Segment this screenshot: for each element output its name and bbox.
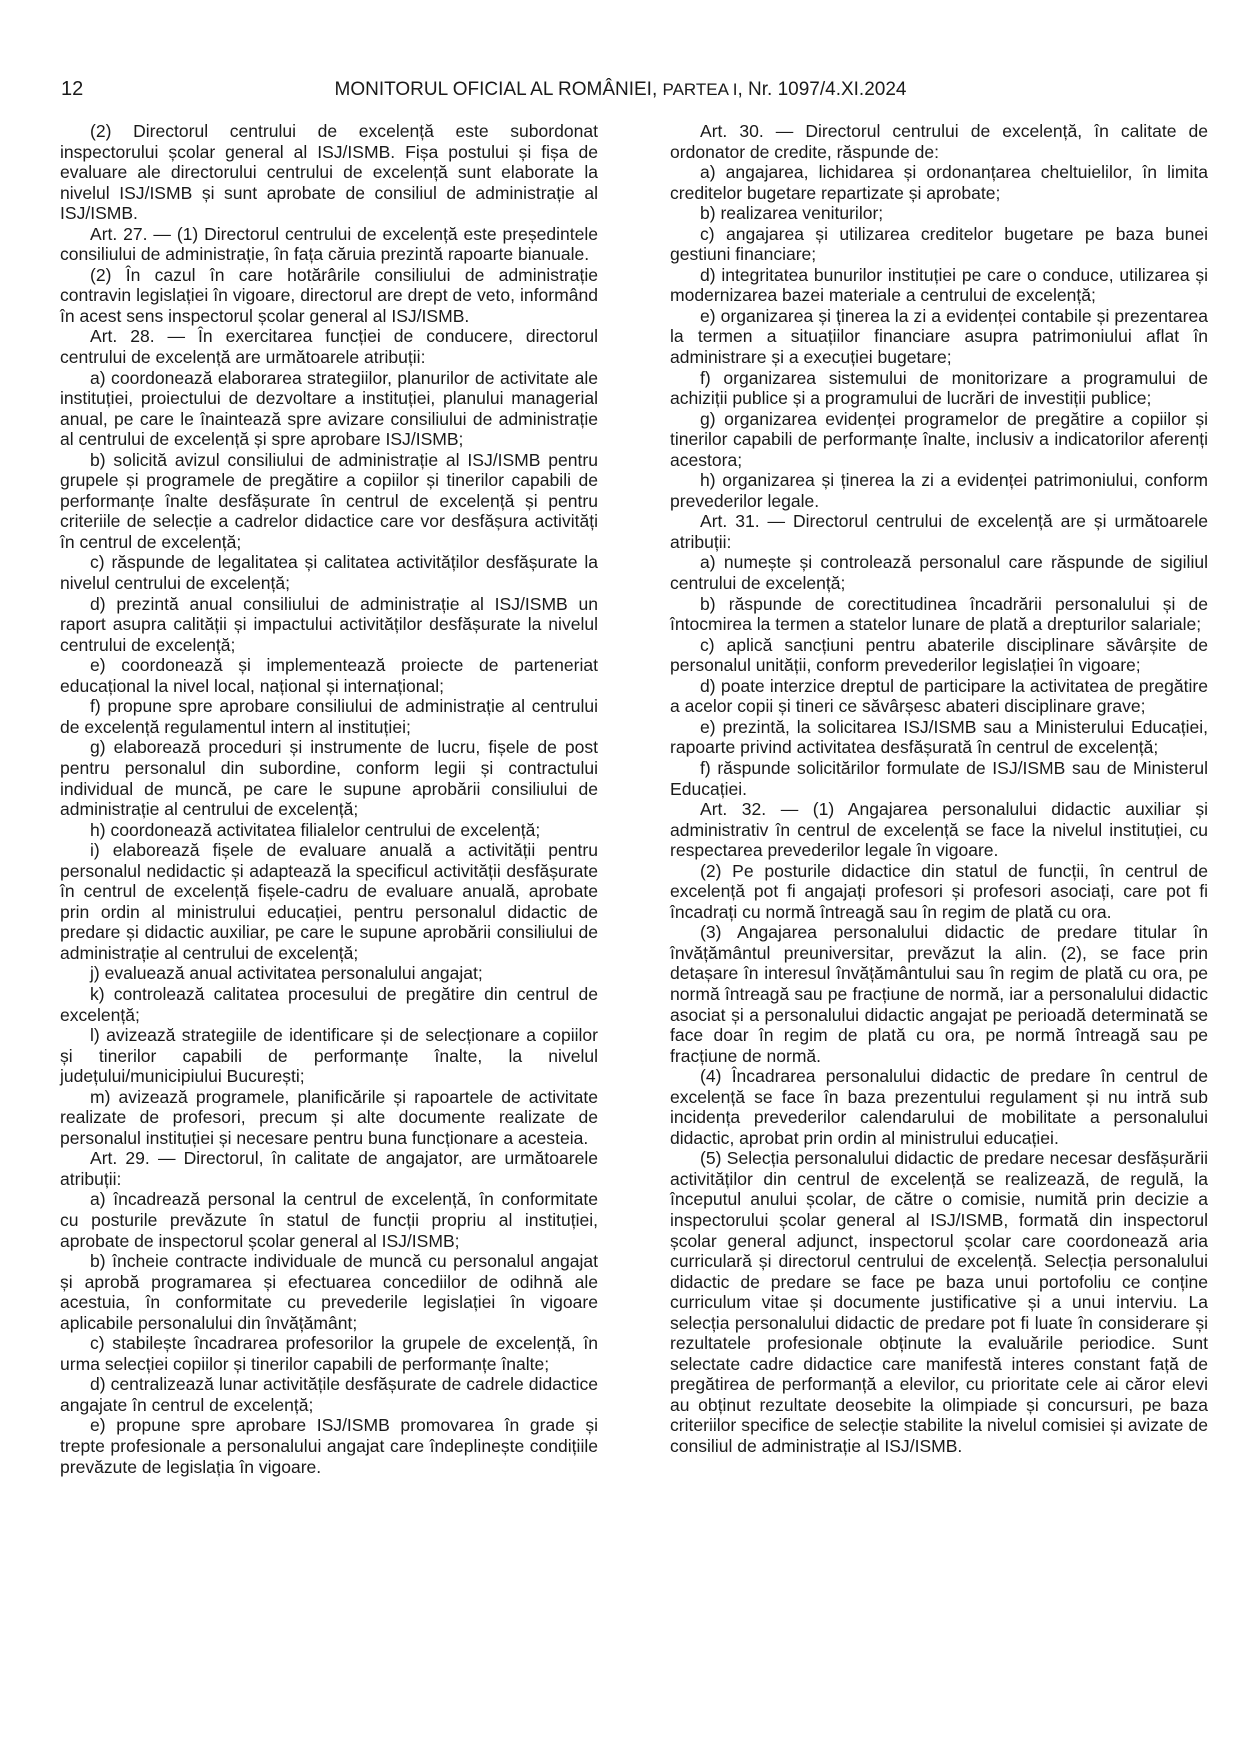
paragraph: b) încheie contracte individuale de muncă cu personalul angajat și aprobă programarea și efectuarea concediilor de odihnă ale acestuia, în conformitate cu prevederile legislației în vigoare aplicabile personalului din învățământ; (60, 1251, 598, 1333)
page-header (0, 76, 1241, 106)
paragraph: a) coordonează elaborarea strategiilor, planurilor de activitate ale instituției, proiectului de dezvoltare a instituției, planului managerial anual, pe care le înaintează spre avizare consiliului de administrație al centrului de excelență și spre aprobare ISJ/ISMB; (60, 367, 598, 450)
paragraph: m) avizează programele, planificările și rapoartele de activitate realizate de profesori, precum și alte documente realizate de personalul instituției și necesare pentru buna funcționare a acesteia. (60, 1086, 598, 1148)
right-text-column (670, 121, 1208, 1457)
left-text-column (60, 121, 598, 1477)
paragraph: b) răspunde de corectitudinea încadrării personalului și de întocmirea la termen a statelor lunare de plată a drepturilor salariale; (670, 593, 1208, 635)
paragraph: (2) Pe posturile didactice din statul de funcții, în centrul de excelență pot fi angajați profesori și profesori asociați, care pot fi încadrați cu normă întreagă sau în regim de plată cu ora. (670, 860, 1208, 922)
paragraph: c) aplică sancțiuni pentru abaterile disciplinare săvârșite de personalul unității, conform prevederilor legislației în vigoare; (670, 634, 1208, 676)
paragraph: a) numește și controlează personalul care răspunde de sigiliul centrului de excelență; (670, 552, 1208, 594)
paragraph: (2) În cazul în care hotărârile consiliului de administrație contravin legislației în vigoare, directorul are drept de veto, informând în acest sens inspectorul școlar general al ISJ/ISMB. (60, 264, 598, 326)
paragraph: f) propune spre aprobare consiliului de administrație al centrului de excelență regulamentul intern al instituției; (60, 696, 598, 737)
title-main: MONITORUL OFICIAL AL ROMÂNIEI, (334, 79, 663, 100)
paragraph: Art. 31. — Directorul centrului de excelență are și următoarele atribuții: (670, 511, 1208, 552)
paragraph: e) propune spre aprobare ISJ/ISMB promovarea în grade și trepte profesionale a personalului angajat care îndeplinește condițiile prevăzute de legislația în vigoare. (60, 1415, 598, 1477)
title-issue: , Nr. 1097/4.XI.2024 (737, 79, 907, 100)
paragraph: d) prezintă anual consiliului de administrație al ISJ/ISMB un raport asupra calității și impactului activităților desfășurate la nivelul centrului de excelență; (60, 593, 598, 655)
paragraph: e) organizarea și ținerea la zi a evidenței contabile și prezentarea la termen a situațiilor financiare asupra patrimoniului aflat în administrare și a execuției bugetare; (670, 305, 1208, 368)
paragraph: e) prezintă, la solicitarea ISJ/ISMB sau a Ministerului Educației, rapoarte privind activitatea desfășurată în centrul de excelență; (670, 716, 1208, 758)
paragraph: Art. 28. — În exercitarea funcției de conducere, directorul centrului de excelență are următoarele atribuții: (60, 326, 598, 368)
paragraph: d) integritatea bunurilor instituției pe care o conduce, utilizarea și modernizarea bazei materiale a centrului de excelență; (670, 264, 1208, 306)
paragraph: a) angajarea, lichidarea și ordonanțarea cheltuielilor, în limita creditelor bugetare repartizate și aprobate; (670, 162, 1208, 203)
paragraph: i) elaborează fișele de evaluare anuală a activității pentru personalul nedidactic și adaptează la specificul activității desfășurate în centrul de excelență fișele-cadru de evaluare anuală, aprobate prin ordin al ministrului educației, pentru personalul didactic de predare și didactic auxiliar, pe care le supune aprobării consiliului de administrație al centrului de excelență; (60, 840, 598, 963)
paragraph: f) răspunde solicitărilor formulate de ISJ/ISMB sau de Ministerul Educației. (670, 757, 1208, 799)
paragraph: h) organizarea și ținerea la zi a evidenței patrimoniului, conform prevederilor legale. (670, 470, 1208, 511)
paragraph: f) organizarea sistemului de monitorizare a programului de achiziții publice și a programului de lucrări de investiții publice; (670, 367, 1208, 409)
paragraph: (3) Angajarea personalului didactic de predare titular în învățământul preuniversitar, prevăzut la alin. (2), se face prin detașare în interesul învățământului sau în regim de plată cu ora, pe normă întreagă sau pe fracțiune de normă, iar a personalului didactic asociat și a personalului didactic angajat pe perioadă determinată se face doar în regim de plată cu ora, pe normă întreagă sau pe fracțiune de normă. (670, 922, 1208, 1066)
paragraph: Art. 29. — Directorul, în calitate de angajator, are următoarele atribuții: (60, 1148, 598, 1189)
paragraph: e) coordonează și implementează proiecte de parteneriat educațional la nivel local, național și internațional; (60, 655, 598, 696)
paragraph: l) avizează strategiile de identificare și de selecționare a copiilor și tinerilor capabili de performanțe înalte, la nivelul județului/municipiului București; (60, 1025, 598, 1087)
paragraph: d) centralizează lunar activitățile desfășurate de cadrele didactice angajate în centrul de excelență; (60, 1374, 598, 1415)
paragraph: Art. 32. — (1) Angajarea personalului didactic auxiliar și administrativ în centrul de excelență se face la nivelul instituției, cu respectarea prevederilor legale în vigoare. (670, 799, 1208, 861)
paragraph: Art. 27. — (1) Directorul centrului de excelență este președintele consiliului de administrație, în fața căruia prezintă rapoarte bianuale. (60, 223, 598, 265)
paragraph: k) controlează calitatea procesului de pregătire din centrul de excelență; (60, 983, 598, 1025)
paragraph: c) angajarea și utilizarea creditelor bugetare pe baza bunei gestiuni financiare; (670, 223, 1208, 265)
paragraph: b) solicită avizul consiliului de administrație al ISJ/ISMB pentru grupele și programele de pregătire a copiilor și tinerilor capabili de performanțe înalte desfășurate în centrul de excelență și pentru criteriile de selecție a cadrelor didactice care vor desfășura activități în centrul de excelență; (60, 449, 598, 552)
publication-title (0, 78, 1241, 102)
paragraph: (2) Directorul centrului de excelență este subordonat inspectorului școlar general al ISJ/ISMB. Fișa postului și fișa de evaluare ale directorului centrului de excelență sunt elaborate la nivelul ISJ/ISMB și sunt aprobate de consiliul de administrație al ISJ/ISMB. (60, 121, 598, 224)
paragraph: (5) Selecția personalului didactic de predare necesar desfășurării activităților din centrul de excelență se realizează, de regulă, la începutul anului școlar, de către o comisie, numită prin decizie a inspectorului școlar general al ISJ/ISMB, formată din inspectorul școlar general adjunct, inspectorul școlar care coordonează aria curriculară și directorul centrului de excelență. Selecția personalului didactic de predare se face pe baza unui portofoliu ce conține curriculum vitae și documente justificative și a unui interviu. La selecția personalului didactic de predare pot fi luate în considerare și rezultatele profesionale obținute la evaluările periodice. Sunt selectate cadre didactice care manifestă interes constant față de pregătirea de performanță a elevilor, cu prioritate cele ai căror elevi au obținut rezultate deosebite la olimpiade și concursuri, pe baza criteriilor specifice de selecție stabilite la nivelul comisiei și avizate de consiliul de administrație al ISJ/ISMB. (670, 1148, 1208, 1456)
page-number: 12 (61, 78, 84, 100)
paragraph: Art. 30. — Directorul centrului de excelență, în calitate de ordonator de credite, răspunde de: (670, 121, 1208, 162)
title-part: PARTEA I (662, 80, 738, 99)
paragraph: (4) Încadrarea personalului didactic de predare în centrul de excelență se face în baza prezentului regulament și nu intră sub incidența prevederilor calendarului de mobilitate a personalului didactic, aprobat prin ordin al ministrului educației. (670, 1066, 1208, 1148)
paragraph: c) stabilește încadrarea profesorilor la grupele de excelență, în urma selecției copiilor și tinerilor capabili de performanțe înalte; (60, 1333, 598, 1374)
paragraph: a) încadrează personal la centrul de excelență, în conformitate cu posturile prevăzute în statul de funcții propriu al instituției, aprobate de inspectorul școlar general al ISJ/ISMB; (60, 1189, 598, 1251)
paragraph: b) realizarea veniturilor; (700, 203, 884, 224)
paragraph: d) poate interzice dreptul de participare la activitatea de pregătire a acelor copii și tineri ce săvârșesc abateri disciplinare grave; (670, 675, 1208, 717)
paragraph: h) coordonează activitatea filialelor centrului de excelență; (90, 819, 541, 840)
paragraph: g) organizarea evidenței programelor de pregătire a copiilor și tinerilor capabili de performanțe înalte, inclusiv a indicatorilor aferenți acestora; (670, 408, 1208, 470)
paragraph: c) răspunde de legalitatea și calitatea activităților desfășurate la nivelul centrului de excelență; (60, 552, 598, 594)
paragraph: g) elaborează proceduri și instrumente de lucru, fișele de post pentru personalul din subordine, conform legii și contractului individual de muncă, pe care le supune aprobării consiliului de administrație al centrului de excelență; (60, 737, 598, 820)
paragraph: j) evaluează anual activitatea personalului angajat; (90, 963, 483, 984)
